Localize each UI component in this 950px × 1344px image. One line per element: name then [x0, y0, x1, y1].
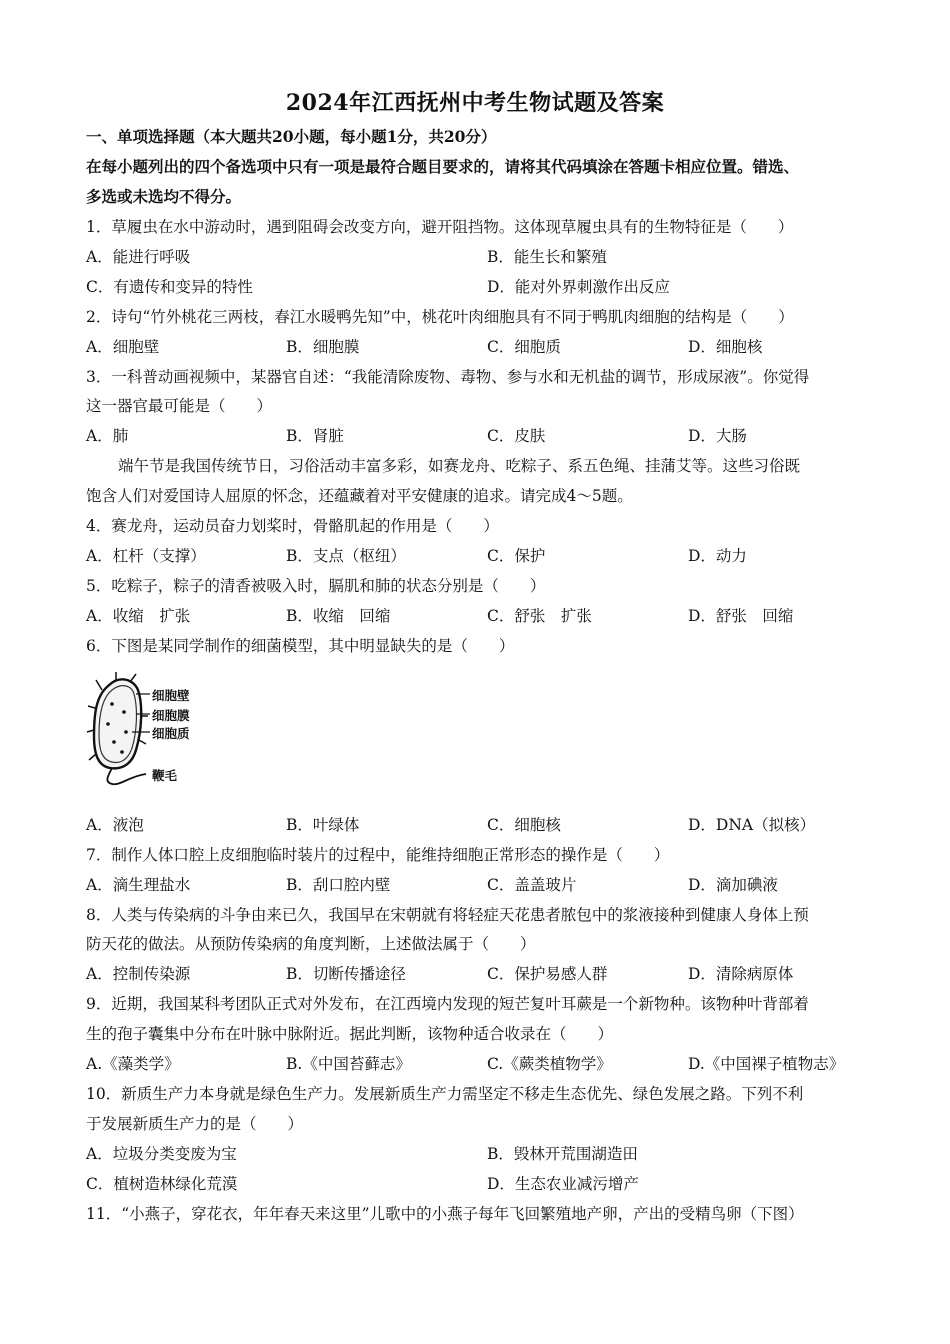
- option-c: C．细胞核: [487, 816, 561, 834]
- question-stem: 5．吃粽子，粽子的清香被吸入时，膈肌和肺的状态分别是（ ）: [86, 577, 546, 595]
- question-stem: 防天花的做法。从预防传染病的角度判断，上述做法属于（ ）: [86, 935, 536, 953]
- option-a: A．细胞壁: [86, 338, 160, 356]
- option-c: C．皮肤: [487, 427, 546, 445]
- option-d: D．生态农业减污增产: [487, 1175, 639, 1193]
- option-c: C．保护易感人群: [487, 965, 608, 983]
- option-b: B．支点（枢纽）: [286, 547, 406, 565]
- question-stem: 6．下图是某同学制作的细菌模型，其中明显缺失的是（ ）: [86, 637, 515, 655]
- option-a: A．杠杆（支撑）: [86, 547, 206, 565]
- option-a: A．肺: [86, 427, 129, 445]
- option-b: B．叶绿体: [286, 816, 360, 834]
- option-a: A．垃圾分类变废为宝: [86, 1145, 237, 1163]
- section-heading: 一、单项选择题（本大题共20小题，每小题1分，共20分）: [86, 127, 497, 146]
- figure-label-cell-wall: 细胞壁: [152, 688, 190, 703]
- question-stem: 4．赛龙舟，运动员奋力划桨时，骨骼肌起的作用是（ ）: [86, 517, 499, 535]
- question-stem: 生的孢子囊集中分布在叶脉中脉附近。据此判断，该物种适合收录在（ ）: [86, 1025, 614, 1043]
- question-stem: 于发展新质生产力的是（ ）: [86, 1115, 304, 1133]
- option-c: C．舒张 扩张: [487, 607, 592, 625]
- option-d: D．舒张 回缩: [688, 607, 794, 625]
- question-stem: 10．新质生产力本身就是绿色生产力。发展新质生产力需坚定不移走生态优先、绿色发展之路。下列不利: [86, 1085, 804, 1103]
- option-c: C．有遗传和变异的特性: [86, 278, 253, 296]
- option-b: B．能生长和繁殖: [487, 248, 607, 266]
- page-title: 2024年江西抚州中考生物试题及答案: [285, 90, 665, 116]
- section-instruction: 在每小题列出的四个备选项中只有一项是最符合题目要求的，请将其代码填涂在答题卡相应位置。错选、: [86, 157, 800, 176]
- question-stem: 2．诗句“竹外桃花三两枝，春江水暖鸭先知”中，桃花叶肉细胞具有不同于鸭肌肉细胞的结构是（ ）: [86, 308, 794, 326]
- passage-text: 端午节是我国传统节日，习俗活动丰富多彩，如赛龙舟、吃粽子、系五色绳、挂蒲艾等。这些习俗既: [118, 457, 801, 475]
- option-b: B．细胞膜: [286, 338, 360, 356]
- option-c: C．细胞质: [487, 338, 561, 356]
- option-a: A．能进行呼吸: [86, 248, 191, 266]
- option-a: A．收缩 扩张: [86, 607, 191, 625]
- passage-text: 饱含人们对爱国诗人屈原的怀念，还蕴藏着对平安健康的追求。请完成4～5题。: [86, 487, 633, 505]
- option-a: A．滴生理盐水: [86, 876, 191, 894]
- option-d: D．滴加碘液: [688, 876, 778, 894]
- option-c: C．盖盖玻片: [487, 876, 577, 894]
- option-d: D．清除病原体: [688, 965, 794, 983]
- option-a: A．控制传染源: [86, 965, 191, 983]
- bacteria-drawing: [86, 672, 216, 792]
- option-a: A．液泡: [86, 816, 144, 834]
- figure-label-cytoplasm: 细胞质: [152, 726, 190, 741]
- question-stem: 8．人类与传染病的斗争由来已久，我国早在宋朝就有将轻症天花患者脓包中的浆液接种到健康人身体上预: [86, 906, 809, 924]
- option-d: D.《中国裸子植物志》: [688, 1055, 845, 1073]
- question-stem: 7．制作人体口腔上皮细胞临时装片的过程中，能维持细胞正常形态的操作是（ ）: [86, 846, 670, 864]
- option-d: D．动力: [688, 547, 747, 565]
- option-d: D．能对外界刺激作出反应: [487, 278, 670, 296]
- option-b: B．毁林开荒围湖造田: [487, 1145, 638, 1163]
- figure-label-cell-membrane: 细胞膜: [152, 708, 190, 723]
- option-c: C．保护: [487, 547, 546, 565]
- question-stem: 1．草履虫在水中游动时，遇到阻碍会改变方向，避开阻挡物。这体现草履虫具有的生物特征是（ ）: [86, 218, 794, 236]
- option-b: B.《中国苔藓志》: [286, 1055, 411, 1073]
- figure-label-flagellum: 鞭毛: [152, 768, 178, 783]
- option-b: B．收缩 回缩: [286, 607, 391, 625]
- option-c: C．植树造林绿化荒漠: [86, 1175, 238, 1193]
- option-b: B．肾脏: [286, 427, 344, 445]
- option-b: B．切断传播途径: [286, 965, 406, 983]
- option-c: C.《蕨类植物学》: [487, 1055, 612, 1073]
- bacteria-model-figure: [86, 672, 216, 792]
- question-stem: 3．一科普动画视频中，某器官自述：“我能清除废物、毒物、参与水和无机盐的调节，形成尿液”。你觉得: [86, 368, 810, 386]
- section-instruction: 多选或未选均不得分。: [86, 187, 242, 206]
- option-b: B．刮口腔内壁: [286, 876, 391, 894]
- option-d: D．大肠: [688, 427, 747, 445]
- option-a: A.《藻类学》: [86, 1055, 180, 1073]
- question-stem: 9．近期，我国某科考团队正式对外发布，在江西境内发现的短芒复叶耳蕨是一个新物种。该物种叶背部着: [86, 995, 809, 1013]
- option-d: D．细胞核: [688, 338, 763, 356]
- question-stem: 这一器官最可能是（ ）: [86, 397, 273, 415]
- option-d: D．DNA（拟核）: [688, 816, 816, 834]
- question-stem: 11．“小燕子，穿花衣，年年春天来这里”儿歌中的小燕子每年飞回繁殖地产卵，产出的受精鸟卵（下图）: [86, 1205, 804, 1223]
